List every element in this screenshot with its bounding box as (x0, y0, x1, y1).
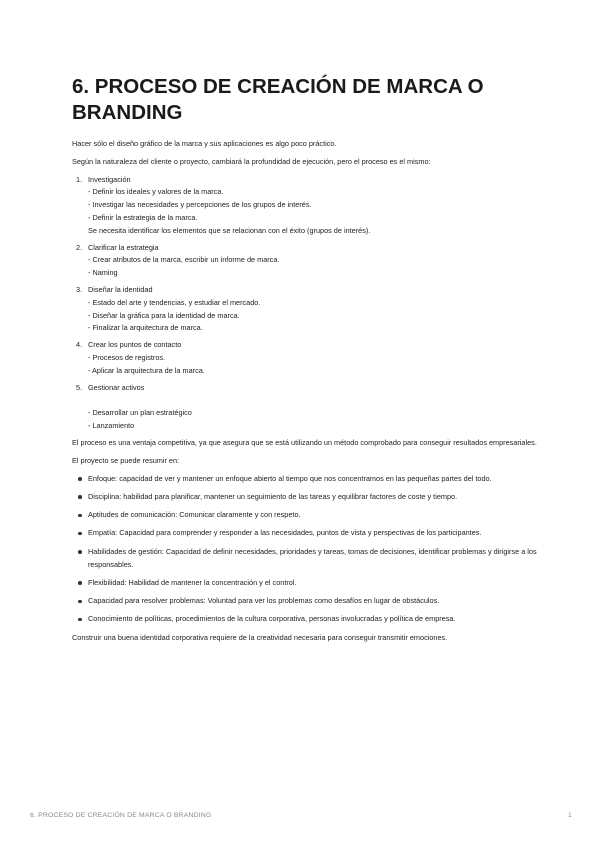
process-steps-list (72, 174, 542, 433)
bullet-dot-icon (78, 495, 82, 499)
bullet-item (72, 595, 542, 608)
step-number: 5. (76, 382, 83, 392)
step-label: Gestionar activos (88, 382, 145, 392)
bullet-text: Conocimiento de políticas, procedimientos de la cultura corporativa, personas involucradas y política de empresa. (88, 614, 456, 624)
bullet-dot-icon (78, 532, 82, 536)
step-subitem: - Lanzamiento (88, 421, 135, 431)
step-number: 2. (76, 242, 83, 252)
step-label: Crear los puntos de contacto (88, 340, 182, 350)
bullet-item (72, 509, 542, 522)
page-number: 1 (568, 812, 572, 819)
bullet-dot-icon (78, 600, 82, 604)
bullet-text: Enfoque: capacidad de ver y mantener un enfoque abierto al tiempo que nos concentramos en las pequeñas partes del todo. (88, 473, 492, 483)
page-footer (30, 812, 572, 819)
step-number: 1. (76, 174, 83, 184)
step-item (72, 174, 542, 238)
step-item (72, 382, 542, 433)
bullet-text: Habilidades de gestión: Capacidad de definir necesidades, prioridades y tareas, tomas de decisiones, identificar problemas y dirigirse a los responsables. (88, 546, 537, 569)
bullet-dot-icon (78, 477, 82, 481)
footer-title: 6. PROCESO DE CREACIÓN DE MARCA O BRANDING (30, 812, 212, 819)
bullet-item (72, 527, 542, 540)
step-number: 3. (76, 284, 83, 294)
step-number: 4. (76, 340, 83, 350)
step-subitem: - Finalizar la arquitectura de marca. (88, 323, 203, 333)
bullet-dot-icon (78, 550, 82, 554)
step-subitem: - Procesos de registros. (88, 352, 166, 362)
bullet-item (72, 546, 542, 572)
step-note: Se necesita identificar los elementos que se relacionan con el éxito (grupos de interés). (88, 225, 371, 235)
step-subitem: - Desarrollar un plan estratégico (88, 408, 192, 418)
step-subitem: - Estado del arte y tendencias, y estudiar el mercado. (88, 297, 261, 307)
step-subitem: - Naming (88, 268, 118, 278)
step-label: Investigación (88, 174, 131, 184)
bullet-text: Empatía: Capacidad para comprender y responder a las necesidades, puntos de vista y perspectivas de los participantes. (88, 528, 482, 538)
step-subitem: - Definir la estrategia de la marca. (88, 212, 198, 222)
document-body (72, 138, 542, 650)
step-subitem: - Definir los ideales y valores de la marca. (88, 187, 224, 197)
bullet-item (72, 577, 542, 590)
page-title: 6. PROCESO DE CREACIÓN DE MARCA O BRANDING (72, 75, 484, 124)
step-item (72, 242, 542, 280)
bullet-text: Capacidad para resolver problemas: Voluntad para ver los problemas como desafíos en lugar de obstáculos. (88, 596, 440, 606)
step-item (72, 339, 542, 377)
summary-intro: El proyecto se puede resumir en: (72, 455, 180, 465)
closing-paragraph: Construir una buena identidad corporativa requiere de la creatividad necesaria para conseguir transmitir emociones. (72, 632, 448, 642)
bullet-text: Disciplina: habilidad para planificar, mantener un seguimiento de las tareas y equilibrar factores de coste y tiempo. (88, 491, 458, 501)
bullet-text: Aptitudes de comunicación: Comunicar claramente y con respeto. (88, 510, 301, 520)
bullet-item (72, 491, 542, 504)
intro-paragraph-2: Según la naturaleza del cliente o proyecto, cambiará la profundidad de ejecución, pero el proceso es el mismo: (72, 156, 431, 166)
step-subitem: - Diseñar la gráfica para la identidad de marca. (88, 310, 240, 320)
step-item (72, 284, 542, 335)
summary-bullet-list (72, 473, 542, 627)
bullet-item (72, 613, 542, 626)
step-subitem: - Crear atributos de la marca, escribir un informe de marca. (88, 255, 280, 265)
process-paragraph: El proceso es una ventaja competitiva, ya que asegura que se está utilizando un método comprobado para conseguir resultados empresariales. (72, 437, 537, 447)
step-subitem: - Aplicar la arquitectura de la marca. (88, 365, 205, 375)
bullet-item (72, 473, 542, 486)
bullet-dot-icon (78, 581, 82, 585)
bullet-text: Flexibilidad: Habilidad de mantener la concentración y el control. (88, 577, 297, 587)
step-spacer (86, 394, 542, 407)
step-label: Diseñar la identidad (88, 284, 153, 294)
step-label: Clarificar la estrategia (88, 242, 159, 252)
bullet-dot-icon (78, 514, 82, 518)
step-subitem: - Investigar las necesidades y percepciones de los grupos de interés. (88, 200, 312, 210)
intro-paragraph-1: Hacer sólo el diseño gráfico de la marca y sus aplicaciones es algo poco práctico. (72, 139, 337, 148)
bullet-dot-icon (78, 618, 82, 622)
